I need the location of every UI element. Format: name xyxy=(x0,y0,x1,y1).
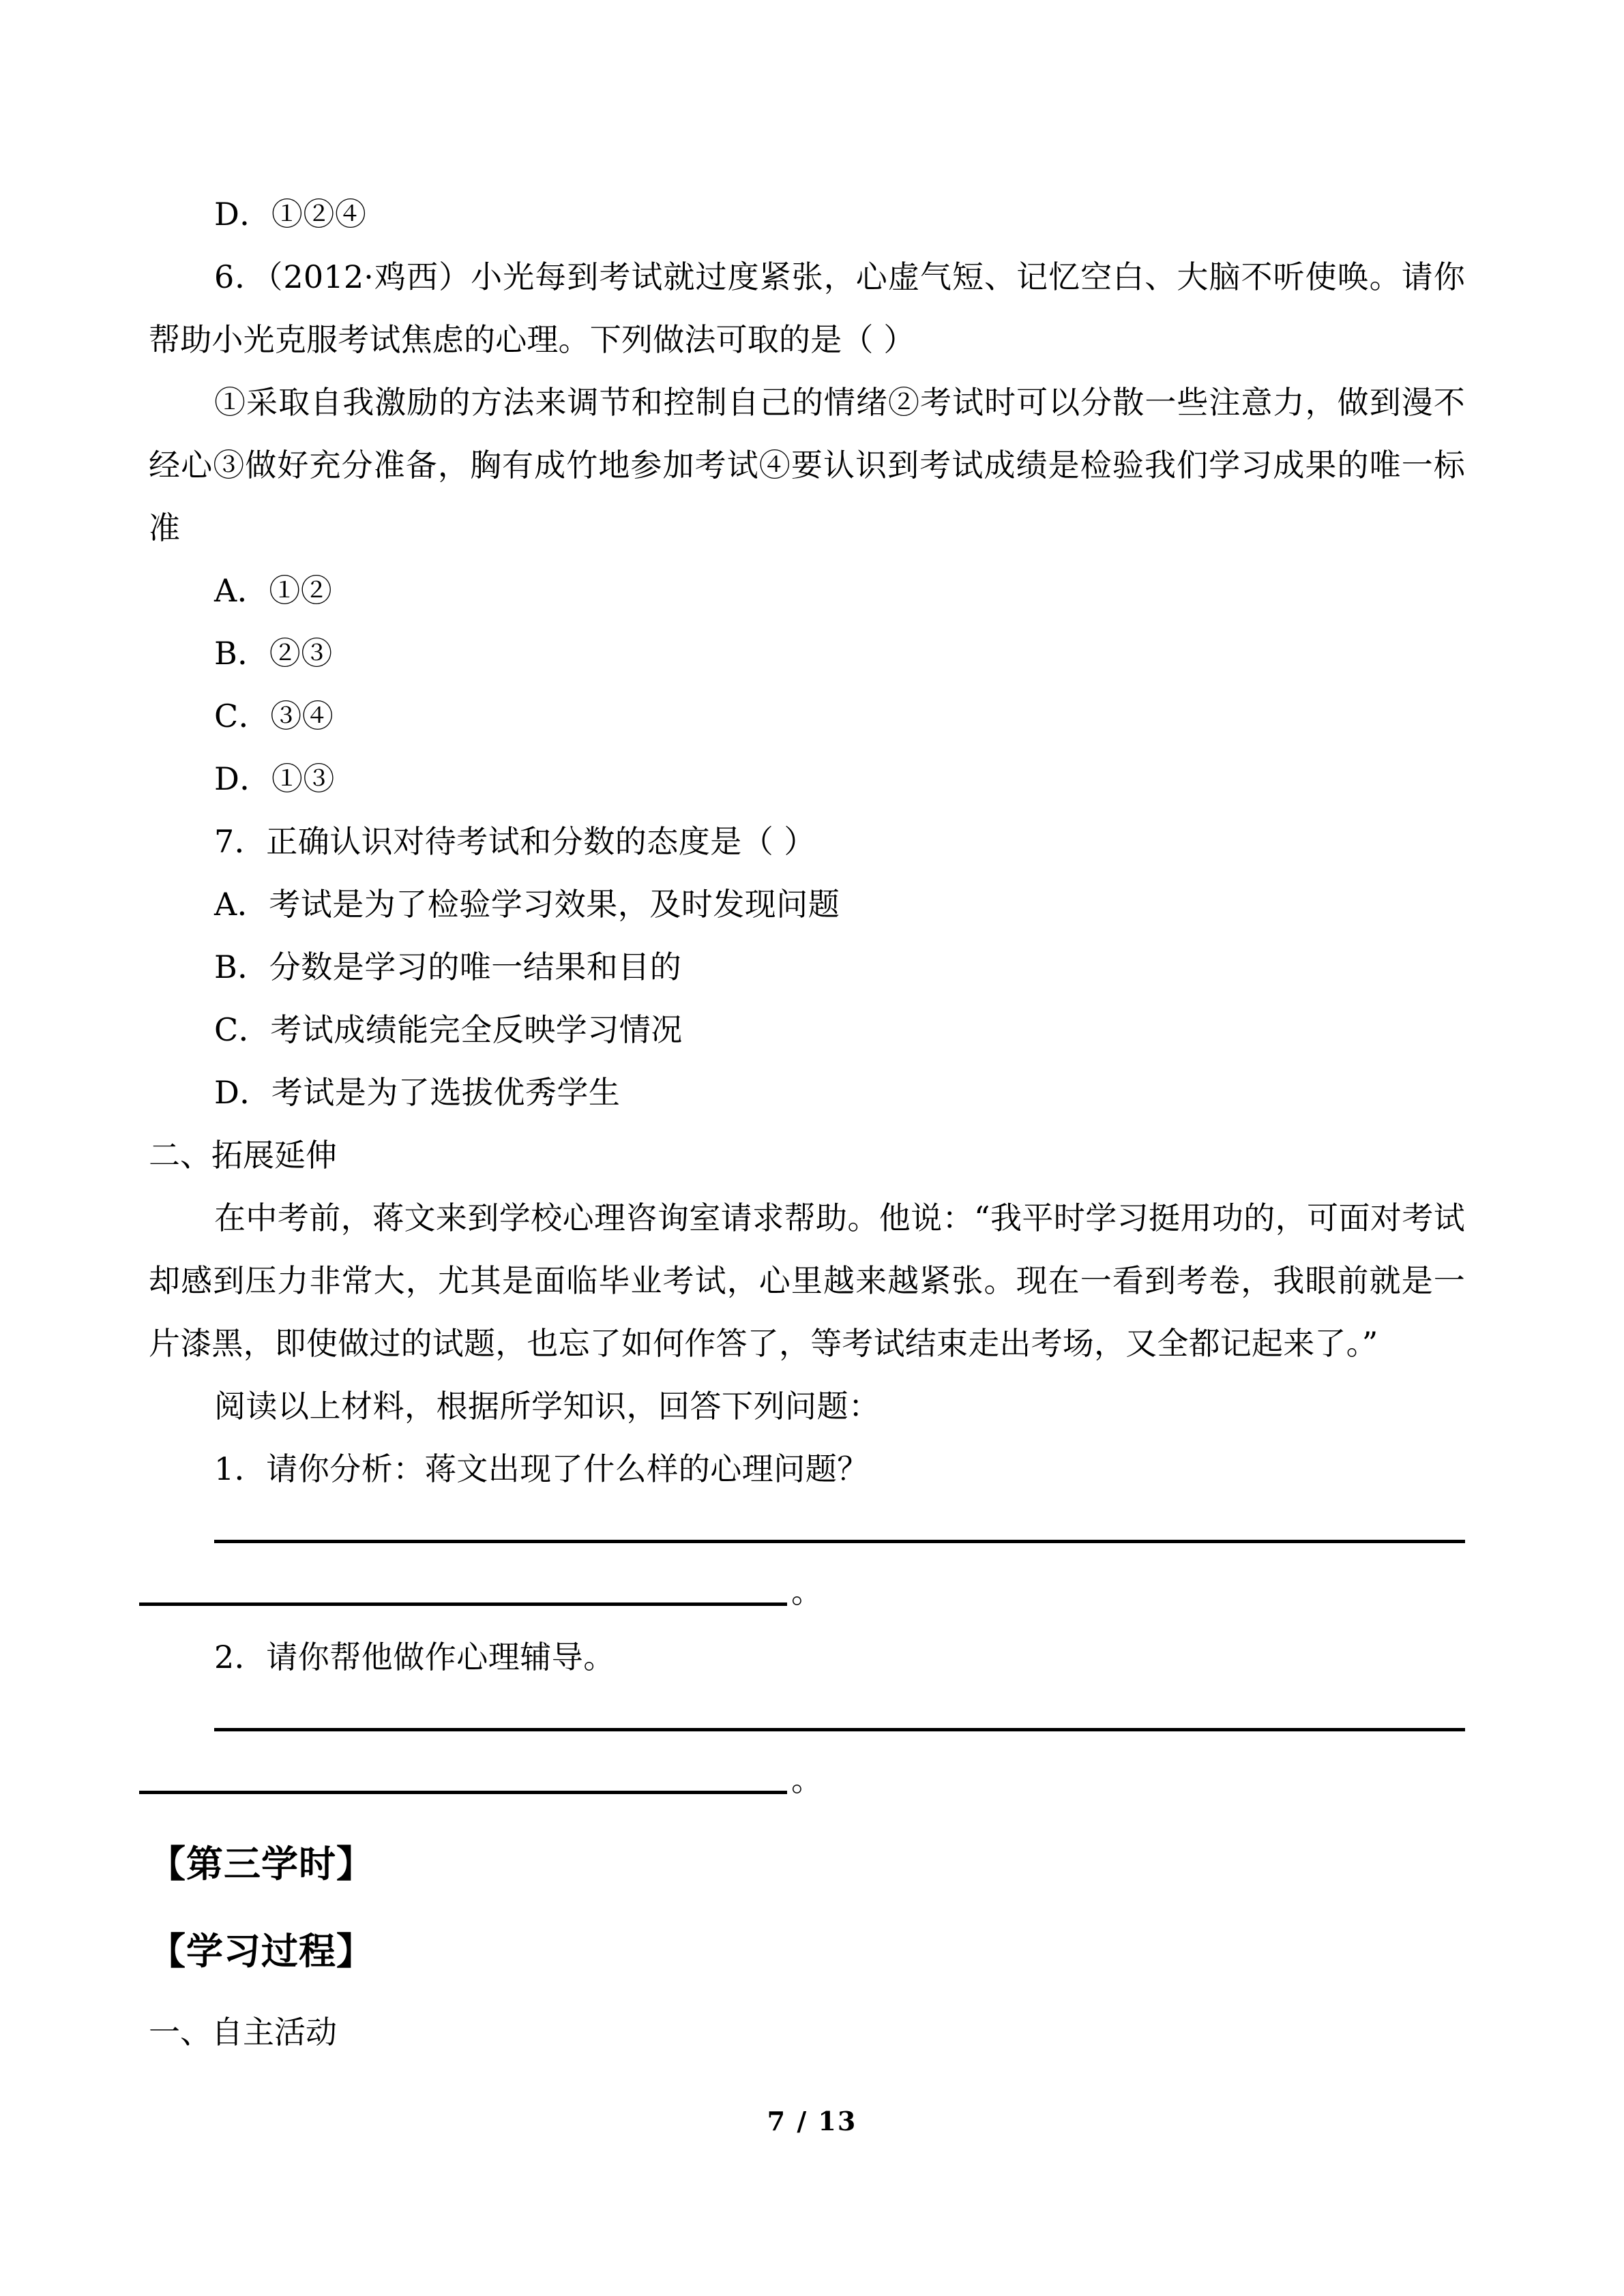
q7-option-b: B．分数是学习的唯一结果和目的 xyxy=(214,949,682,985)
q6-option-d: D．①③ xyxy=(214,760,335,797)
q7-stem: 7．正确认识对待考试和分数的态度是（ ） xyxy=(214,823,816,860)
q7-option-c: C．考试成绩能完全反映学习情况 xyxy=(214,1011,683,1048)
q6-option-a: A．①② xyxy=(214,572,333,609)
answer-blank-1-line-2[interactable] xyxy=(149,1563,1465,1626)
answer-blank-1-line-1[interactable] xyxy=(149,1500,1465,1563)
answer-rule[interactable] xyxy=(139,1791,787,1794)
spacer xyxy=(149,1814,1465,1826)
section-two-instruction: 阅读以上材料，根据所学知识，回答下列问题： xyxy=(214,1388,881,1425)
q7-option-d: D．考试是为了选拔优秀学生 xyxy=(214,1074,621,1111)
answer-period-mark: 。 xyxy=(791,1573,823,1610)
answer-rule[interactable] xyxy=(214,1728,1465,1731)
page-number-footer: 7 / 13 xyxy=(767,2106,857,2136)
answer-period-mark: 。 xyxy=(791,1761,823,1798)
page-content xyxy=(149,183,1465,2063)
spacer xyxy=(149,1988,1465,2001)
lesson-subsection-one: 一、自主活动 xyxy=(149,2014,337,2051)
section-two-heading: 二、拓展延伸 xyxy=(149,1137,337,1174)
q7-option-a: A．考试是为了检验学习效果，及时发现问题 xyxy=(214,886,840,923)
lesson-process-heading: 【学习过程】 xyxy=(149,1929,374,1973)
lesson-period-heading: 【第三学时】 xyxy=(149,1842,374,1885)
q5-option-d: D．①②④ xyxy=(214,196,367,233)
spacer xyxy=(149,1901,1465,1913)
extended-question-2: 2．请你帮他做作心理辅导。 xyxy=(214,1639,615,1675)
answer-rule[interactable] xyxy=(139,1602,787,1606)
q6-statements: ①采取自我激励的方法来调节和控制自己的情绪②考试时可以分散一些注意力，做到漫不经心③做好充分准备，胸有成竹地参加考试④要认识到考试成绩是检验我们学习成果的唯一标准 xyxy=(149,384,1465,546)
section-two-passage: 在中考前，蒋文来到学校心理咨询室请求帮助。他说：“我平时学习挺用功的，可面对考试却感到压力非常大，尤其是面临毕业考试，心里越来越紧张。现在一看到考卷，我眼前就是一片漆黑，即使做过的试题，也忘了如何作答了，等考试结束走出考场，又全都记起来了。” xyxy=(149,1199,1465,1362)
answer-rule[interactable] xyxy=(214,1540,1465,1543)
q6-option-c: C．③④ xyxy=(214,698,334,734)
extended-question-1: 1．请你分析：蒋文出现了什么样的心理问题？ xyxy=(214,1450,869,1487)
answer-blank-2-line-2[interactable] xyxy=(149,1751,1465,1814)
q6-option-b: B．②③ xyxy=(214,635,333,672)
answer-blank-2-line-1[interactable] xyxy=(149,1688,1465,1751)
q6-stem: 6．（2012·鸡西）小光每到考试就过度紧张，心虚气短、记忆空白、大脑不听使唤。请你帮助小光克服考试焦虑的心理。下列做法可取的是（ ） xyxy=(149,258,1465,358)
